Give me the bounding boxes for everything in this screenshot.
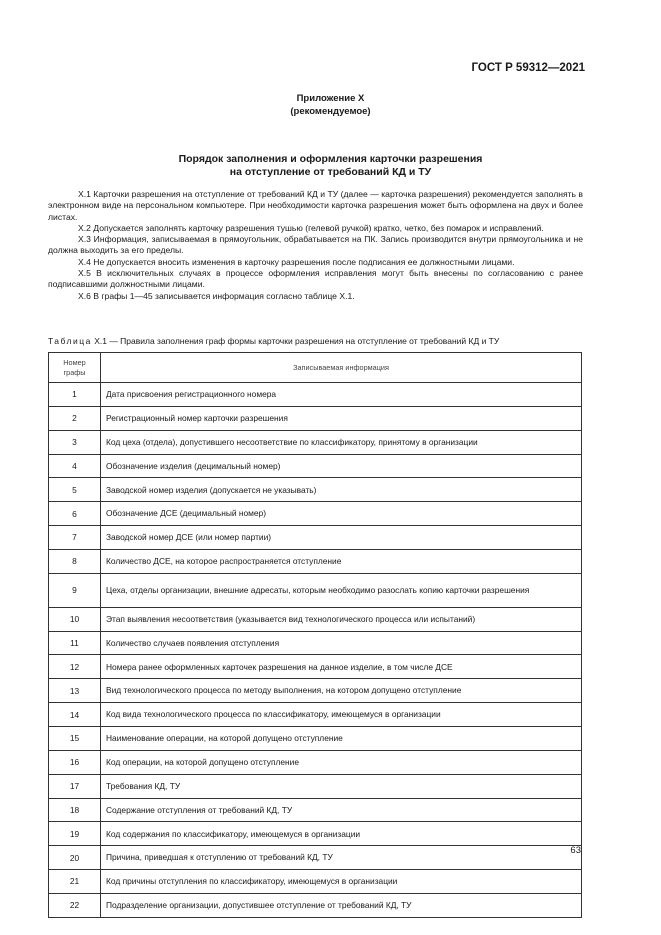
row-number: 11 [49,631,101,655]
table-row [49,526,582,550]
rules-table [48,352,582,918]
row-info: Номера ранее оформленных карточек разрешения на данное изделие, в том числе ДСЕ [101,655,582,679]
row-info: Подразделение организации, допустившее отступление от требований КД, ТУ [101,893,582,917]
row-info: Цеха, отделы организации, внешние адресаты, которым необходимо разослать копию карточки разрешения [101,573,582,607]
table-row [49,549,582,573]
column-header-number: Номер графы [49,353,101,383]
table-row [49,703,582,727]
table-row [49,502,582,526]
standard-designation: ГОСТ Р 59312—2021 [471,62,585,74]
title-line-2: на отступление от требований КД и ТУ [229,166,432,178]
paragraph: Х.2 Допускается заполнять карточку разрешения тушью (гелевой ручкой) кратко, четко, без помарок и исправлений. [78,222,544,233]
appendix-heading [0,92,661,118]
table-caption [48,336,499,346]
column-header-info: Записываемая информация [101,353,582,383]
table-row [49,774,582,798]
paragraph: Х.3 Информация, записываемая в прямоугольник, обрабатывается на ПК. Запись производится внутри прямоугольника и не должна выходить за его пределы. [48,234,583,256]
row-number: 21 [49,870,101,894]
table-caption-label: Таблица [48,336,92,346]
appendix-type: (рекомендуемое) [290,106,371,117]
row-info: Причина, приведшая к отступлению от требований КД, ТУ [101,846,582,870]
row-info: Вид технологического процесса по методу выполнения, на котором допущено отступление [101,679,582,703]
row-info: Обозначение изделия (децимальный номер) [101,454,582,478]
row-number: 4 [49,454,101,478]
row-number: 1 [49,383,101,407]
title-line-1: Порядок заполнения и оформления карточки разрешения [178,153,483,165]
table-row [49,383,582,407]
row-number: 9 [49,573,101,607]
row-info: Наименование операции, на которой допущено отступление [101,726,582,750]
row-number: 14 [49,703,101,727]
table-row [49,655,582,679]
paragraph: Х.5 В исключительных случаях в процессе оформления исправления могут быть внесены по согласованию с ранее подписавшими должностными лицами. [48,268,583,290]
table-row [49,750,582,774]
row-number: 6 [49,502,101,526]
table-row [49,631,582,655]
row-info: Заводской номер ДСЕ (или номер партии) [101,526,582,550]
row-info: Код причины отступления по классификатору, имеющемуся в организации [101,870,582,894]
row-info: Код содержания по классификатору, имеющемуся в организации [101,822,582,846]
table-header-row [49,353,582,383]
row-info: Требования КД, ТУ [101,774,582,798]
row-info: Количество случаев появления отступления [101,631,582,655]
row-info: Код операции, на которой допущено отступление [101,750,582,774]
paragraphs [48,189,583,302]
table-row [49,573,582,607]
row-number: 12 [49,655,101,679]
table-row [49,478,582,502]
row-info: Количество ДСЕ, на которое распространяется отступление [101,549,582,573]
row-number: 3 [49,430,101,454]
page-number: 63 [570,845,581,856]
row-info: Заводской номер изделия (допускается не указывать) [101,478,582,502]
table-row [49,822,582,846]
row-number: 2 [49,406,101,430]
row-info: Код вида технологического процесса по классификатору, имеющемуся в организации [101,703,582,727]
document-title [0,153,661,179]
row-number: 7 [49,526,101,550]
table-row [49,846,582,870]
table-row [49,430,582,454]
row-number: 15 [49,726,101,750]
table-row [49,679,582,703]
table-row [49,893,582,917]
row-number: 13 [49,679,101,703]
row-number: 20 [49,846,101,870]
row-info: Содержание отступления от требований КД, ТУ [101,798,582,822]
row-number: 16 [49,750,101,774]
table-row [49,607,582,631]
table-row [49,870,582,894]
row-info: Код цеха (отдела), допустившего несоответствие по классификатору, принятому в организации [101,430,582,454]
row-number: 5 [49,478,101,502]
row-number: 10 [49,607,101,631]
row-info: Дата присвоения регистрационного номера [101,383,582,407]
row-number: 22 [49,893,101,917]
paragraph: Х.6 В графы 1—45 записывается информация согласно таблице Х.1. [78,290,355,301]
row-info: Обозначение ДСЕ (децимальный номер) [101,502,582,526]
row-number: 18 [49,798,101,822]
table-row [49,454,582,478]
row-number: 17 [49,774,101,798]
appendix-title: Приложение Х [296,93,365,104]
row-info: Регистрационный номер карточки разрешения [101,406,582,430]
table-row [49,726,582,750]
paragraph: Х.4 Не допускается вносить изменения в карточку разрешения после подписания ее должностными лицами. [78,256,515,267]
paragraph: Х.1 Карточки разрешения на отступление от требований КД и ТУ (далее — карточка разрешения) рекомендуется заполнять в электронном виде на персональном компьютере. При необходимости карточка разрешения может быть оформлена на двух и более листах. [48,189,583,222]
row-number: 8 [49,549,101,573]
row-number: 19 [49,822,101,846]
row-info: Этап выявления несоответствия (указывается вид технологического процесса или испытаний) [101,607,582,631]
table-row [49,406,582,430]
table-caption-text: Х.1 — Правила заполнения граф формы карточки разрешения на отступление от требований КД и ТУ [94,336,500,346]
table-row [49,798,582,822]
